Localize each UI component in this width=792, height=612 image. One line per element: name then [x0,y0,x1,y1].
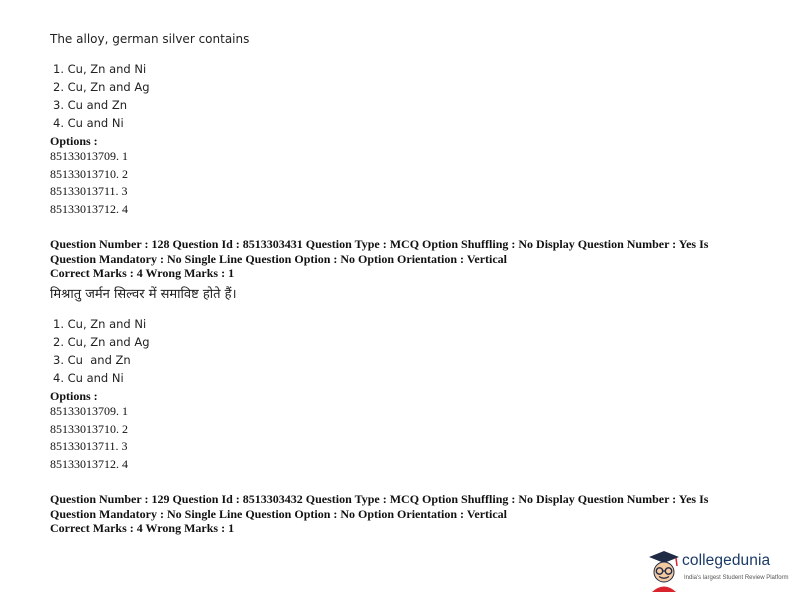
question-marks: Correct Marks : 4 Wrong Marks : 1 [50,521,235,535]
logo-tagline: India's largest Student Review Platform [684,575,789,581]
question-meta-line-2: Question Mandatory : No Single Line Question Option : No Option Orientation : Vertical [50,506,508,521]
option-list [53,60,150,132]
option-4: 4. Cu and Ni [53,116,124,130]
collegedunia-logo [646,548,789,592]
question-meta-line-1: Question Number : 129 Question Id : 8513303432 Question Type : MCQ Option Shuffling : No Display Question Number : Yes Is [50,492,709,506]
question-marks: Correct Marks : 4 Wrong Marks : 1 [50,266,235,280]
question-meta-line-1: Question Number : 128 Question Id : 8513303431 Question Type : MCQ Option Shuffling : No Display Question Number : Yes Is [50,237,709,251]
question-meta [50,492,740,536]
option-id-2: 85133013710. 2 [50,166,128,181]
option-id-1: 85133013709. 1 [50,149,128,163]
options-label: Options : [50,134,98,148]
option-1: 1. Cu, Zn and Ni [53,317,147,331]
options-label: Options : [50,389,98,403]
option-id-1: 85133013709. 1 [50,404,128,418]
option-ids [50,403,128,473]
option-2: 2. Cu, Zn and Ag [53,80,150,94]
student-mascot-icon [646,548,682,592]
option-2: 2. Cu, Zn and Ag [53,335,150,349]
question-meta [50,237,740,281]
option-3: 3. Cu and Zn [53,353,131,367]
option-id-3: 85133013711. 3 [50,439,128,453]
option-id-2: 85133013710. 2 [50,421,128,436]
option-id-4: 85133013712. 4 [50,201,128,216]
option-id-4: 85133013712. 4 [50,456,128,471]
question-meta-line-2: Question Mandatory : No Single Line Question Option : No Option Orientation : Vertical [50,251,508,266]
option-ids [50,148,128,218]
option-id-3: 85133013711. 3 [50,184,128,198]
question-text: The alloy, german silver contains [50,32,250,46]
option-3: 3. Cu and Zn [53,98,128,112]
question-text-hindi: मिश्रातु जर्मन सिल्वर में समाविष्ट होते हैं। [50,287,237,302]
option-4: 4. Cu and Ni [53,371,124,385]
logo-wordmark: collegedunia [682,552,771,569]
option-list [53,315,150,387]
option-1: 1. Cu, Zn and Ni [53,62,147,76]
